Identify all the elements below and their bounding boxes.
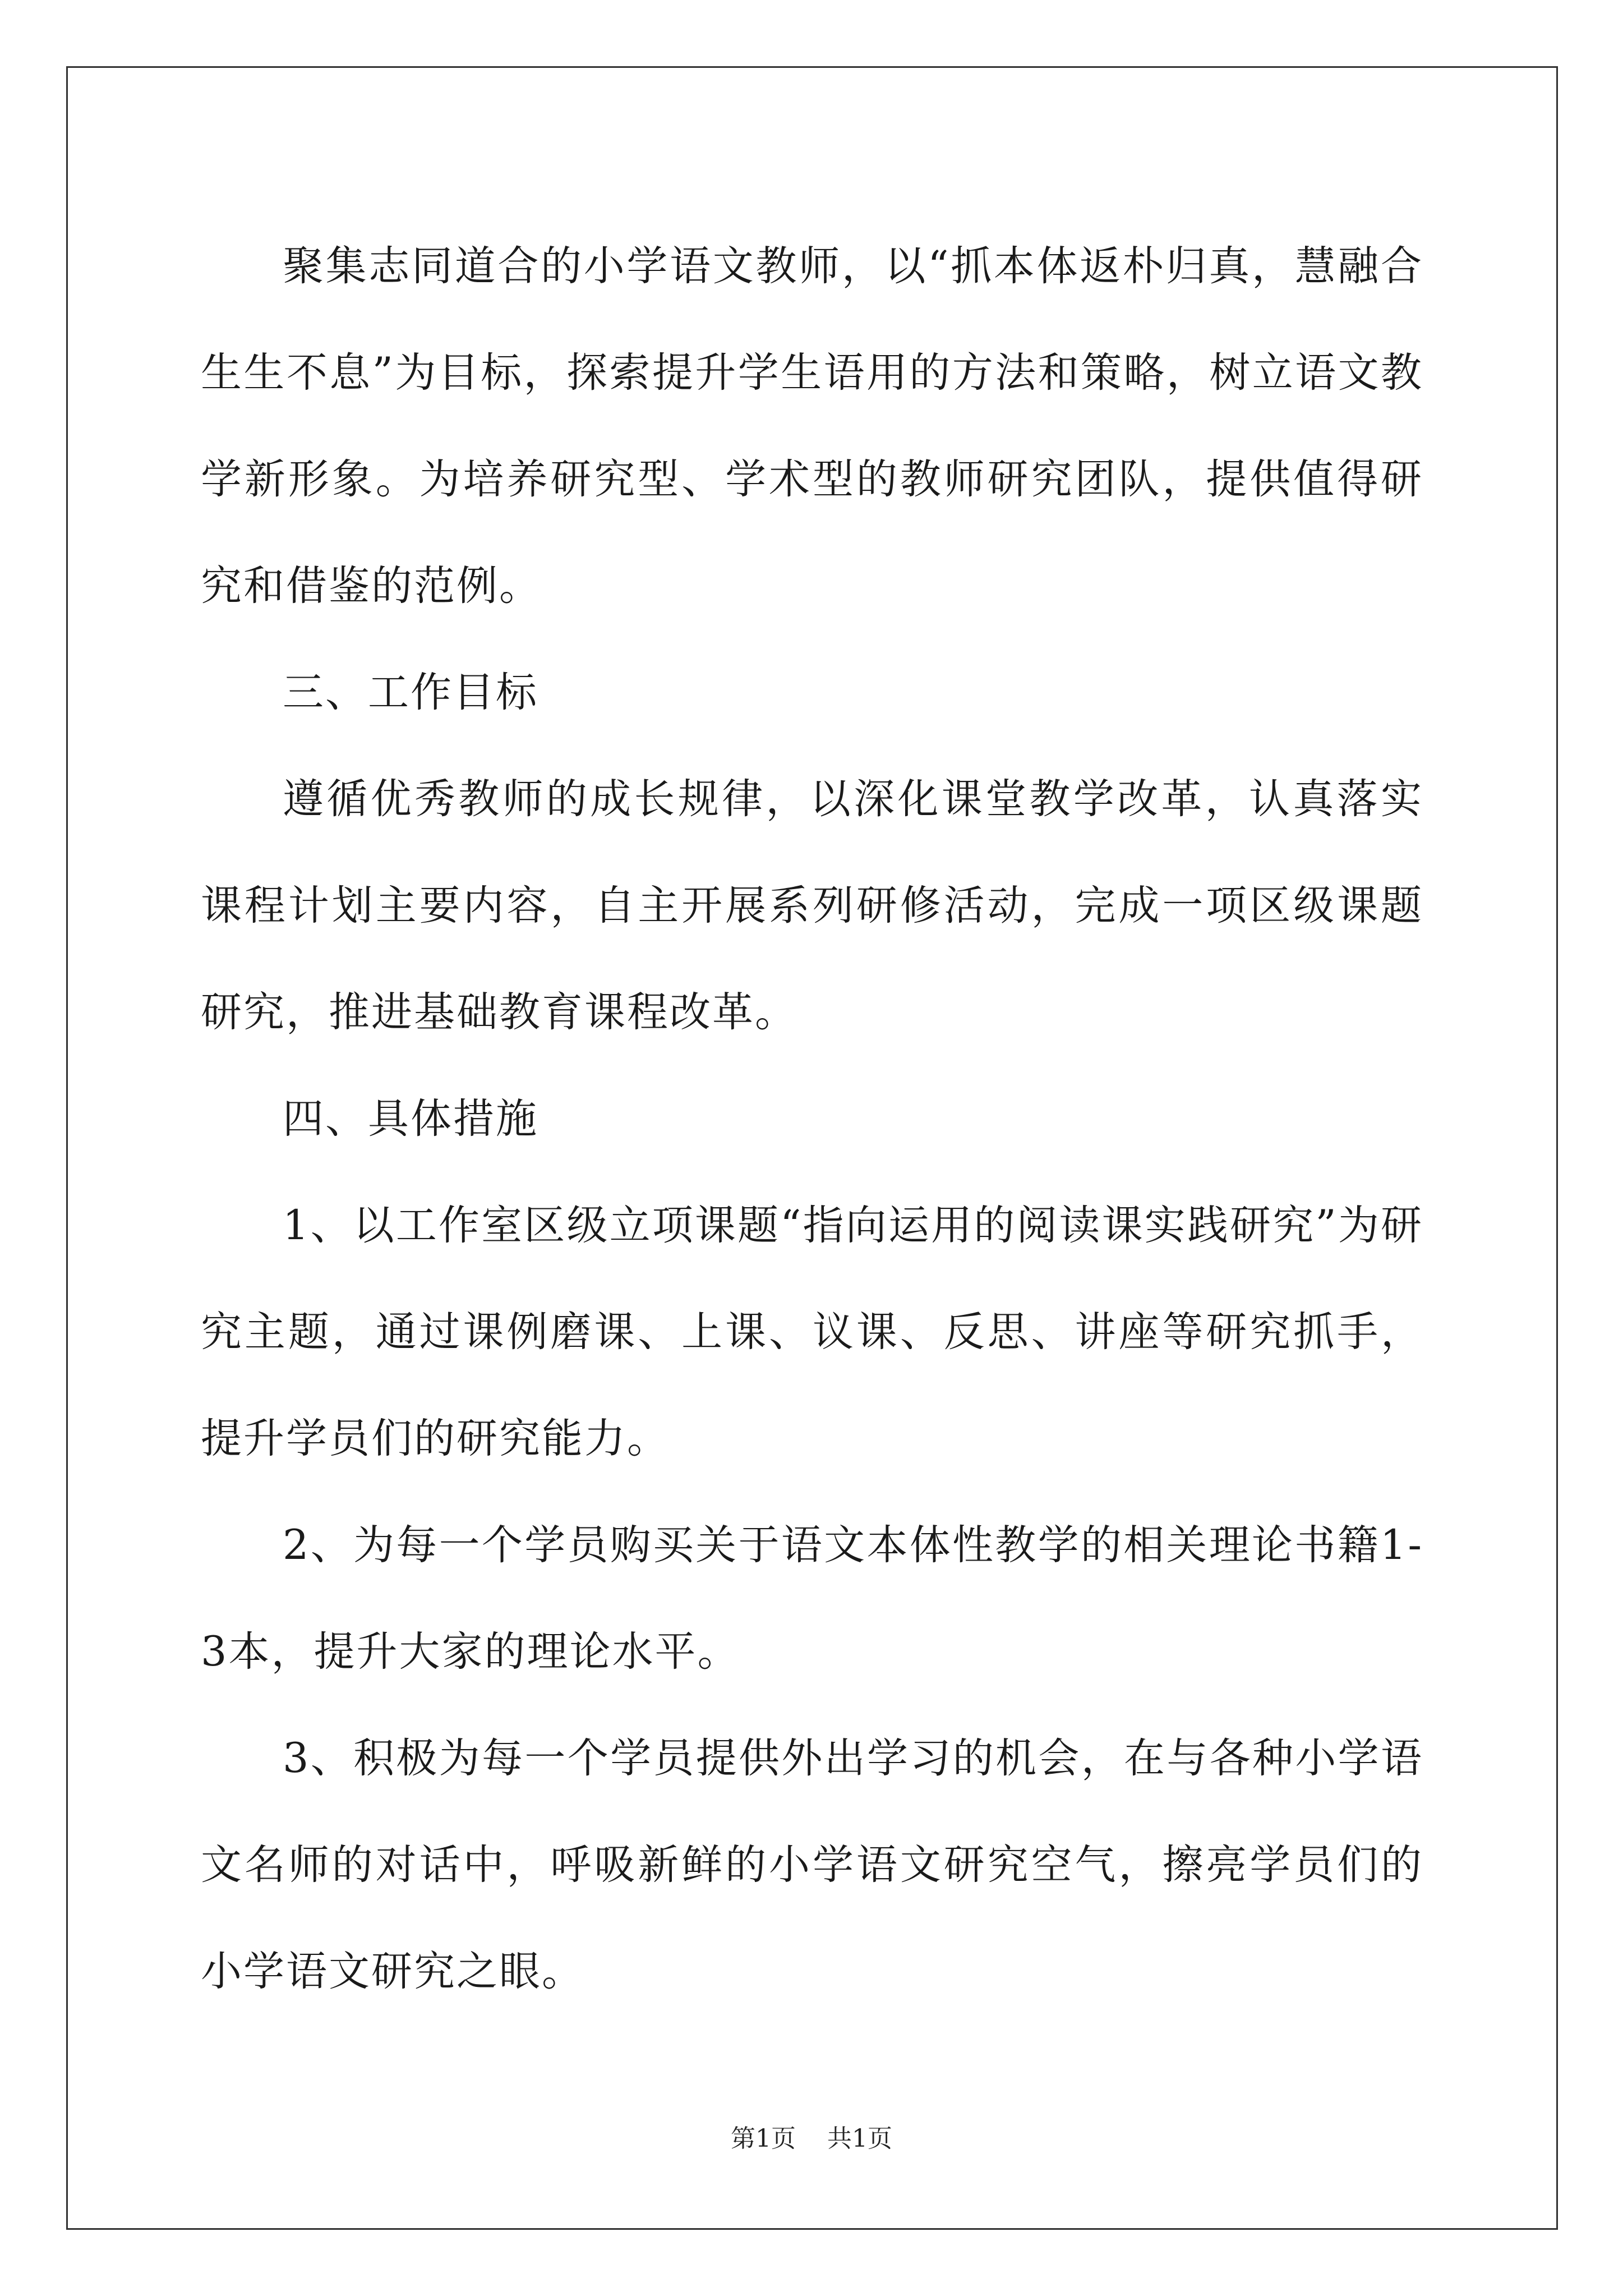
section-heading-work-goals: 三、工作目标: [283, 669, 538, 716]
paragraph-2: 遵循优秀教师的成长规律，以深化课堂教学改革，认真落实课程计划主要内容，自主开展系列研修活动，完成一项区级课题研究，推进基础教育课程改革。: [201, 775, 1423, 1036]
measure-item-2: 2、为每一个学员购买关于语文本体性教学的相关理论书籍1-3本，提升大家的理论水平。: [201, 1521, 1423, 1676]
page-footer: [0, 2122, 1623, 2156]
measure-item-3: 3、积极为每一个学员提供外出学习的机会，在与各种小学语文名师的对话中，呼吸新鲜的小学语文研究空气，擦亮学员们的小学语文研究之眼。: [201, 1734, 1423, 1995]
section-heading-measures: 四、具体措施: [283, 1095, 538, 1143]
total-pages-label: 共1页: [827, 2124, 892, 2153]
paragraph-1: 聚集志同道合的小学语文教师，以“抓本体返朴归真，慧融合生生不息”为目标，探索提升学生语用的方法和策略，树立语文教学新形象。为培养研究型、学术型的教师研究团队，提供值得研究和借鉴的范例。: [201, 242, 1423, 610]
current-page-label: 第1页: [731, 2124, 796, 2153]
document-body: [201, 213, 1423, 2025]
measure-item-1: 1、以工作室区级立项课题“指向运用的阅读课实践研究”为研究主题，通过课例磨课、上课、议课、反思、讲座等研究抓手，提升学员们的研究能力。: [201, 1202, 1423, 1462]
